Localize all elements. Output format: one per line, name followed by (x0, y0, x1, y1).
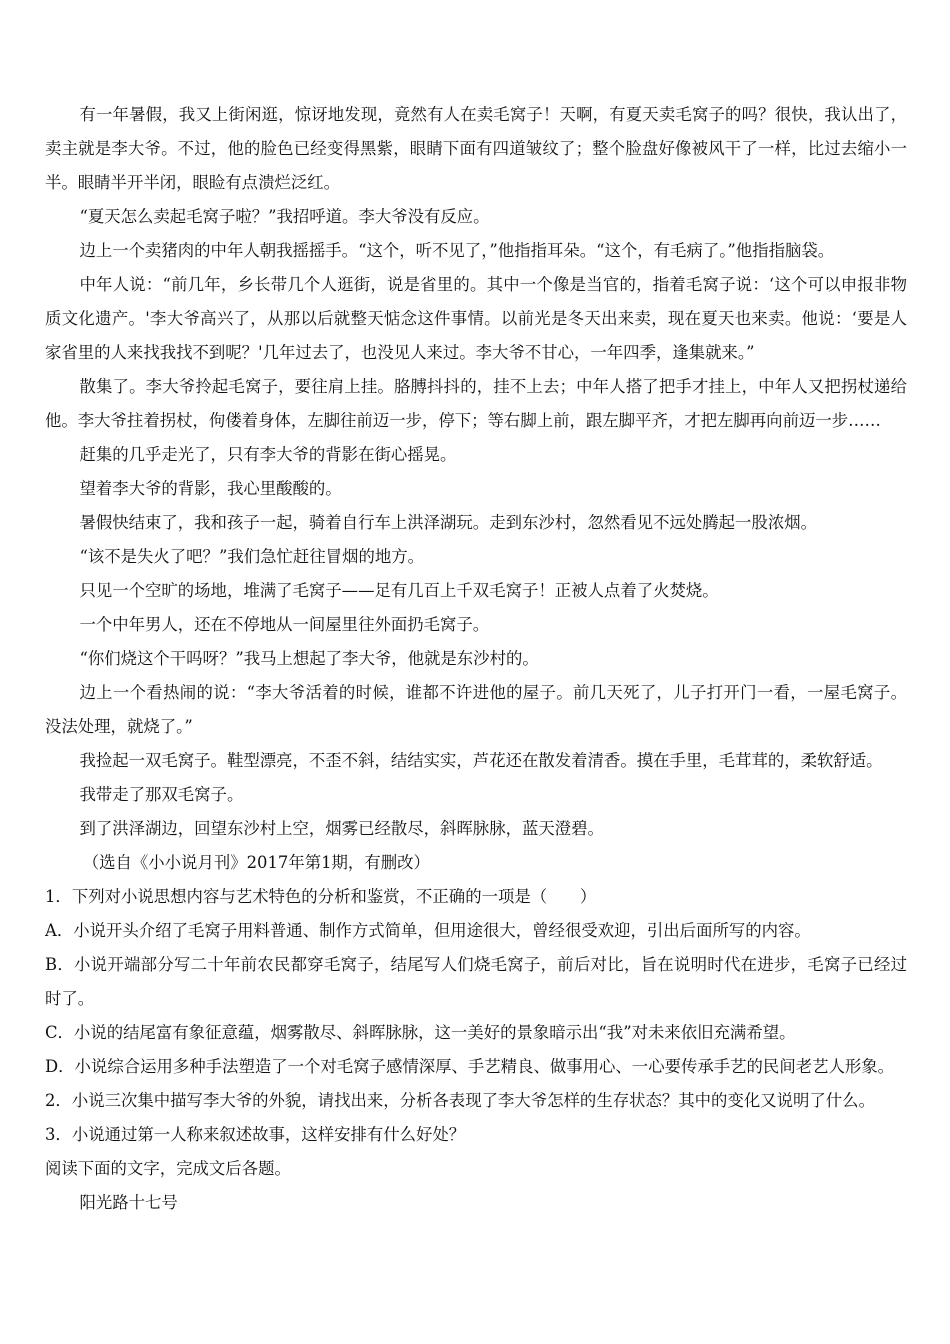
reading-instruction: 阅读下面的文字，完成文后各题。 (45, 1159, 291, 1178)
next-story-title: 阳光路十七号 (79, 1193, 178, 1212)
story-paragraph: 赶集的几乎走光了，只有李大爷的背影在街心摇晃。 (79, 445, 457, 464)
option-b: B．小说开端部分写二十年前农民都穿毛窝子，结尾写人们烧毛窝子，前后对比，旨在说明时代在进步，毛窝子已经过时了。 (45, 955, 907, 1008)
option-d: D．小说综合运用多种手法塑造了一个对毛窝子感情深厚、手艺精良、做事用心、一心要传承手艺的民间老艺人形象。 (45, 1057, 895, 1076)
story-paragraph: “夏天怎么卖起毛窝子啦？”我招呼道。李大爷没有反应。 (79, 207, 490, 226)
story-paragraph: “该不是失火了吧？”我们急忙赶往冒烟的地方。 (79, 547, 425, 566)
source-note: （选自《小小说月刊》2017年第1期，有删改） (82, 853, 430, 872)
story-paragraph: 有一年暑假，我又上街闲逛，惊讶地发现，竟然有人在卖毛窝子！天啊，有夏天卖毛窝子的吗？很快，我认出了，卖主就是李大爷。不过，他的脸色已经变得黑紫，眼睛下面有四道皱纹了；整个脸盘好像被风干了一样，比过去缩小一半。眼睛半开半闭，眼睑有点溃烂泛红。 (45, 105, 907, 192)
story-paragraph: 暑假快结束了，我和孩子一起，骑着自行车上洪泽湖玩。走到东沙村，忽然看见不远处腾起一股浓烟。 (79, 513, 818, 532)
story-paragraph: 散集了。李大爷拎起毛窝子，要往肩上挂。胳膊抖抖的，挂不上去；中年人搭了把手才挂上，中年人又把拐杖递给他。李大爷拄着拐杖，佝偻着身体，左脚往前迈一步，停下；等右脚上前，跟左脚平齐，才把左脚再向前迈一步…… (45, 377, 907, 430)
story-paragraph: 边上一个看热闹的说：“李大爷活着的时候，谁都不许进他的屋子。前几天死了，儿子打开门一看，一屋毛窝子。没法处理，就烧了。” (45, 683, 907, 736)
story-paragraph: 只见一个空旷的场地，堆满了毛窝子——足有几百上千双毛窝子！正被人点着了火焚烧。 (79, 581, 719, 600)
question-2: 2．小说三次集中描写李大爷的外貌，请找出来，分析各表现了李大爷怎样的生存状态？其中的变化又说明了什么。 (45, 1091, 875, 1110)
story-paragraph: 中年人说：“前几年，乡长带几个人逛街，说是省里的。其中一个像是当官的，指着毛窝子说：‘这个可以申报非物质文化遗产。'李大爷高兴了，从那以后就整天惦念这件事情。以前光是冬天出来卖，现在夏天也来卖。他说：‘要是人家省里的人来找我找不到呢？'几年过去了，也没见人来过。李大爷不甘心，一年四季，逢集就来。” (45, 275, 907, 362)
story-paragraph: “你们烧这个干吗呀？”我马上想起了李大爷，他就是东沙村的。 (79, 649, 539, 668)
option-c: C．小说的结尾富有象征意蕴，烟雾散尽、斜晖脉脉，这一美好的景象暗示出“我”对未来依旧充满希望。 (45, 1023, 796, 1042)
question-3: 3．小说通过第一人称来叙述故事，这样安排有什么好处？ (45, 1125, 466, 1144)
story-paragraph: 我捡起一双毛窝子。鞋型漂亮，不歪不斜，结结实实，芦花还在散发着清香。摸在手里，毛茸茸的，柔软舒适。 (79, 751, 883, 770)
story-paragraph: 一个中年男人，还在不停地从一间屋里往外面扔毛窝子。 (79, 615, 490, 634)
option-a: A．小说开头介绍了毛窝子用料普通、制作方式简单，但用途很大，曾经很受欢迎，引出后面所写的内容。 (45, 921, 811, 940)
story-paragraph: 边上一个卖猪肉的中年人朝我摇摇手。“这个，听不见了，”他指指耳朵。“这个，有毛病了。”他指指脑袋。 (79, 241, 835, 260)
document-body (45, 98, 907, 1220)
story-paragraph: 到了洪泽湖边，回望东沙村上空，烟雾已经散尽，斜晖脉脉，蓝天澄碧。 (79, 819, 604, 838)
question-1: 1．下列对小说思想内容与艺术特色的分析和鉴赏，不正确的一项是（ ） (45, 887, 597, 906)
story-paragraph: 我带走了那双毛窝子。 (79, 785, 244, 804)
story-paragraph: 望着李大爷的背影，我心里酸酸的。 (79, 479, 342, 498)
